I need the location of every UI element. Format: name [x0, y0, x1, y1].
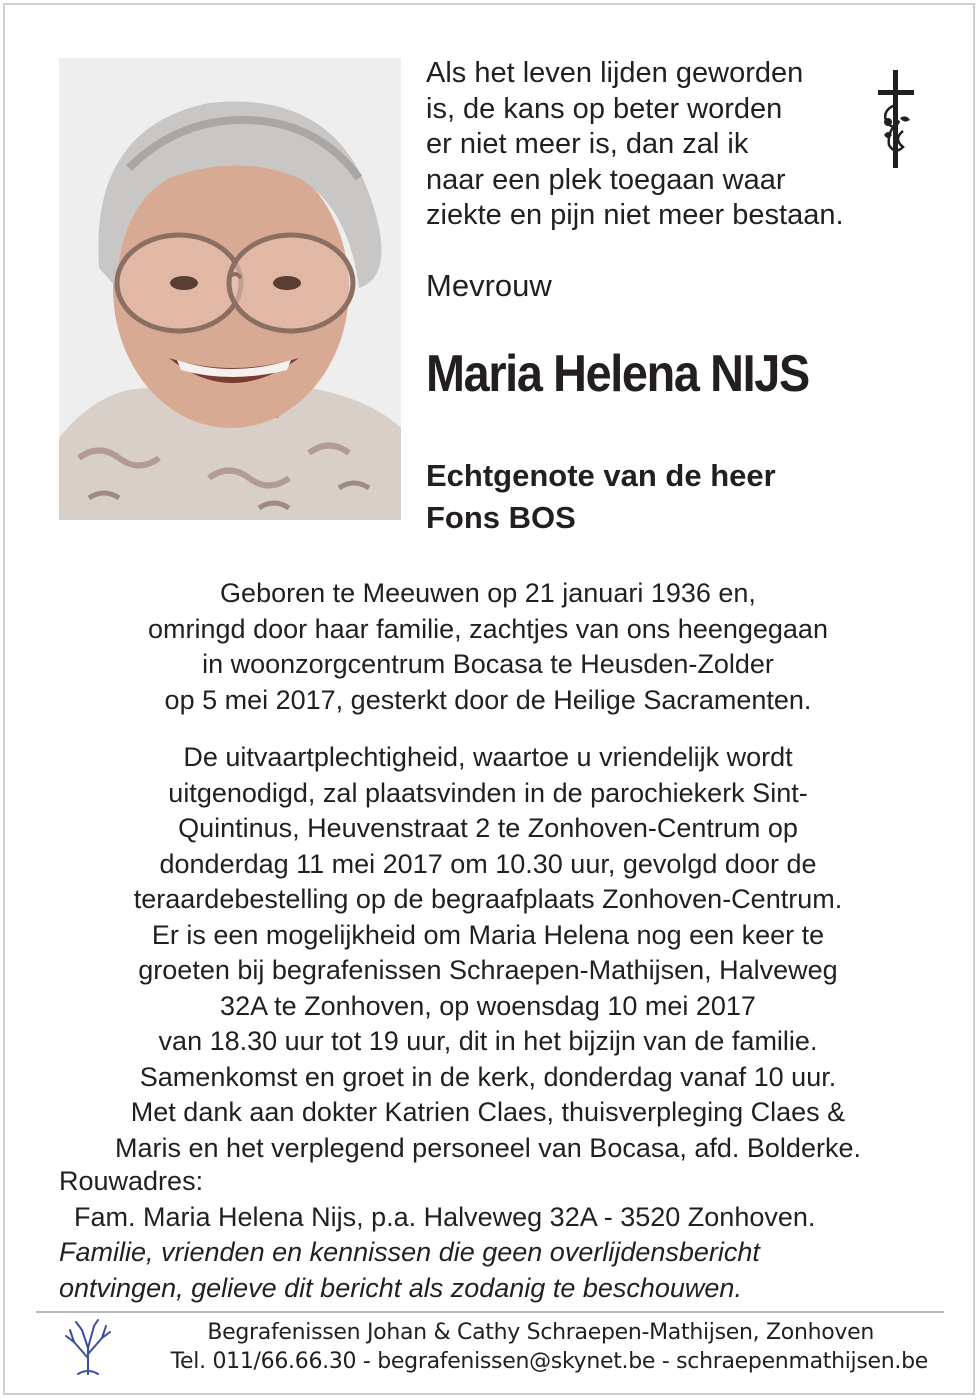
- spouse-line: Echtgenote van de heer Fons BOS: [426, 458, 776, 535]
- rouwadres-value: Fam. Maria Helena Nijs, p.a. Halveweg 32A - 3520 Zonhoven.: [59, 1201, 816, 1232]
- footer-divider: [36, 1311, 944, 1313]
- funeral-paragraph: De uitvaartplechtigheid, waartoe u vriendelijk wordt uitgenodigd, zal plaatsvinden in de parochiekerk Sint- Quintinus, Heuvenstraat 2 te Zonhoven-Centrum op donderdag 11 mei 2017 om 10.30 uur, gevolgd door de teraardebestelling op de begraafplaats Zonhoven-Centrum. Er is een mogelijkheid om Maria Helena nog een keer te groeten bij begrafenissen Schraepen-Mathijsen, Halveweg 32A te Zonhoven, op woensdag 10 mei 2017 van 18.30 uur tot 19 uur, dit in het bijzijn van de familie. Samenkomst en groet in de kerk, donderdag vanaf 10 uur. Met dank aan dokter Katrien Claes, thuisverpleging Claes & Maris en het verplegend personeel van Bocasa, afd. Bolderke.: [115, 742, 861, 1163]
- deceased-name: Maria Helena NIJS: [426, 345, 809, 403]
- poem-text: Als het leven lijden geworden is, de kans op beter worden er niet meer is, dan zal ik naar een plek toegaan waar ziekte en pijn niet meer bestaan.: [426, 57, 844, 231]
- funeral-home-contact: Tel. 011/66.66.30 - begrafenissen@skynet.be - schraepenmathijsen.be: [170, 1349, 928, 1374]
- funeral-home-name: Begrafenissen Johan & Cathy Schraepen-Mathijsen, Zonhoven: [207, 1320, 874, 1345]
- address-block: [59, 1164, 815, 1306]
- closing-note: Familie, vrienden en kennissen die geen overlijdensbericht ontvingen, gelieve dit bericht als zodanig te beschouwen.: [59, 1237, 760, 1303]
- honorific: Mevrouw: [426, 268, 552, 303]
- rouwadres-label: Rouwadres:: [59, 1166, 204, 1196]
- tree-logo-icon: [62, 1318, 114, 1376]
- portrait-photo: [59, 58, 401, 520]
- cross-with-rose-icon: [874, 70, 918, 170]
- birth-death-paragraph: Geboren te Meeuwen op 21 januari 1936 en, omringd door haar familie, zachtjes van ons heengegaan in woonzorgcentrum Bocasa te Heusden-Zolder op 5 mei 2017, gesterkt door de Heilige Sacramenten.: [148, 578, 828, 715]
